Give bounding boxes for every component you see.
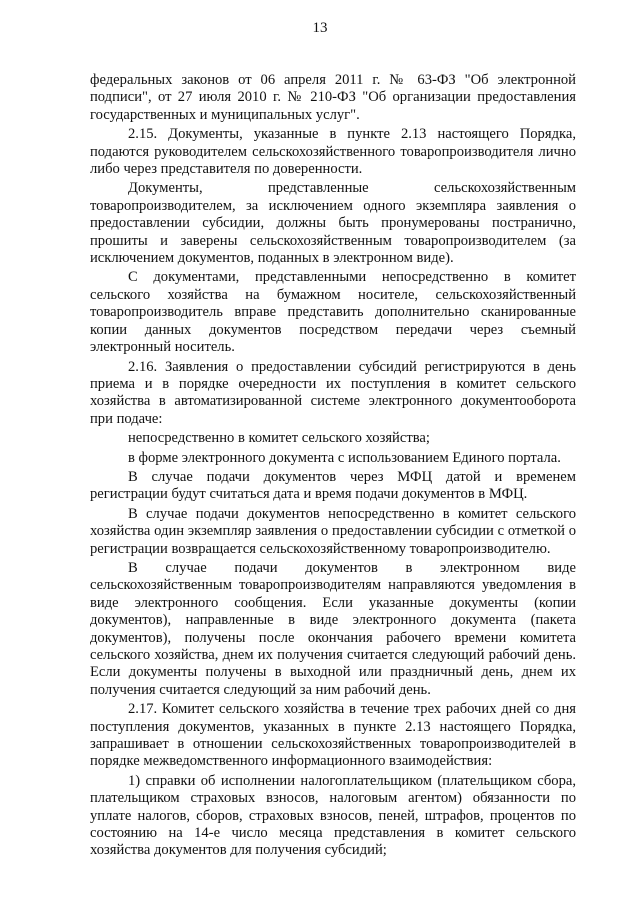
paragraph: В случае подачи документов через МФЦ датой и временем регистрации будут считаться дата и время подачи документов в МФЦ. [90,468,576,503]
paragraph: С документами, представленными непосредственно в комитет сельского хозяйства на бумажном носителе, сельскохозяйственный товаропроизводитель вправе представить дополнительно сканированные копии данных документов посредством передачи через съемный электронный носитель. [90,269,576,356]
paragraph: федеральных законов от 06 апреля 2011 г. № 63-ФЗ "Об электронной подписи", от 27 июля 2010 г. № 210-ФЗ "Об организации предоставления государственных и муниципальных услуг". [90,72,576,123]
paragraph: 2.17. Комитет сельского хозяйства в течение трех рабочих дней со дня поступления документов, указанных в пункте 2.13 настоящего Порядка, запрашивает в отношении сельскохозяйственных товаропроизводителей в порядке межведомственного информационного взаимодействия: [90,701,576,770]
paragraph: В случае подачи документов непосредственно в комитет сельского хозяйства один экземпляр заявления о предоставлении субсидии с отметкой о регистрации возвращается сельскохозяйственному товаропроизводителю. [90,505,576,557]
document-body [90,72,576,862]
paragraph: В случае подачи документов в электронном виде сельскохозяйственным товаропроизводителям направляются уведомления в виде электронного сообщения. Если указанные документы (копии документов), направленные в виде электронного документа (пакета документов), получены после окончания рабочего времени комитета сельского хозяйства, днем их получения считается следующий рабочий день. Если документы получены в выходной или праздничный день, днем их получения считается следующий за ним рабочий день. [90,559,576,698]
paragraph: в форме электронного документа с использованием Единого портала. [128,449,561,466]
paragraph: Документы, представленные сельскохозяйственным товаропроизводителем, за исключением одного экземпляра заявления о предоставлении субсидии, должны быть пронумерованы постранично, прошиты и заверены сельскохозяйственным товаропроизводителем (за исключением документов, поданных в электронном виде). [90,180,576,267]
page-number: 13 [312,20,328,36]
paragraph: 2.16. Заявления о предоставлении субсидий регистрируются в день приема и в порядке очередности их поступления в комитет сельского хозяйства в автоматизированной системе электронного документооборота при подаче: [90,358,576,427]
paragraph: 1) справки об исполнении налогоплательщиком (плательщиком сбора, плательщиком страховых взносов, налоговым агентом) обязанности по уплате налогов, сборов, страховых взносов, пеней, штрафов, процентов по состоянию на 14-е число месяца представления в комитет сельского хозяйства документов для получения субсидий; [90,772,576,859]
paragraph: непосредственно в комитет сельского хозяйства; [128,430,430,447]
paragraph: 2.15. Документы, указанные в пункте 2.13 настоящего Порядка, подаются руководителем сельскохозяйственного товаропроизводителя лично либо через представителя по доверенности. [90,126,576,178]
